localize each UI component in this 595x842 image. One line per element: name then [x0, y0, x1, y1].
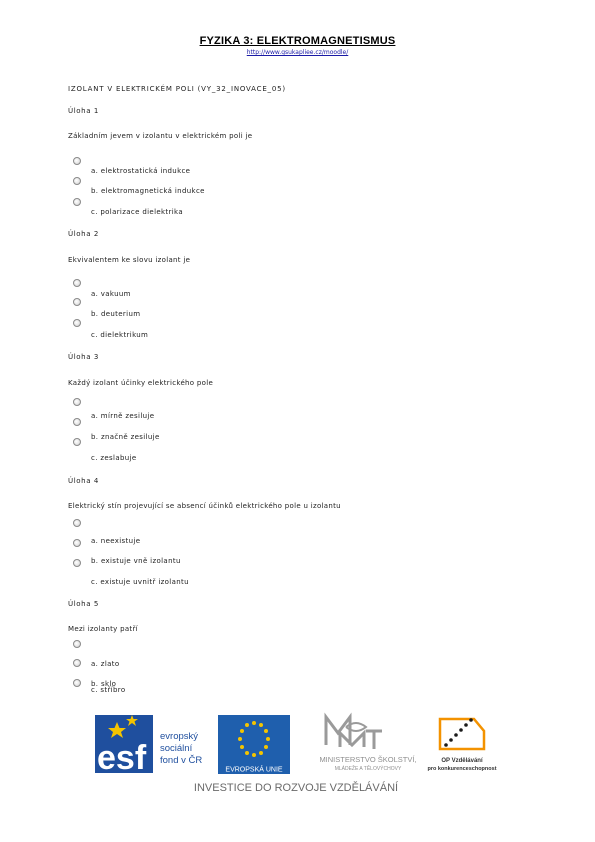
funding-slogan: INVESTICE DO ROZVOJE VZDĚLÁVÁNÍ [193, 782, 399, 794]
funding-logos [0, 705, 595, 815]
answer-radio[interactable] [73, 559, 81, 567]
answer-radio[interactable] [73, 298, 81, 306]
answer-option-label: c. dielektrikum [91, 331, 149, 339]
answer-option-label: a. vakuum [91, 290, 131, 298]
answer-radio[interactable] [73, 198, 81, 206]
answer-option-label: c. polarizace dielektrika [91, 208, 183, 216]
answer-option-label: a. elektrostatická indukce [91, 167, 191, 175]
answer-option-label: c. existuje uvnitř izolantu [91, 578, 189, 586]
answer-option-label: b. existuje vně izolantu [91, 557, 181, 565]
esf-text-line1: evropský [160, 731, 199, 742]
msmt-text-line1: MINISTERSTVO ŠKOLSTVÍ, [319, 755, 417, 764]
answer-option-label: a. zlato [91, 660, 120, 668]
answer-radio[interactable] [73, 659, 81, 667]
msmt-logo [319, 717, 416, 772]
answer-radio[interactable] [73, 640, 81, 648]
answer-option-label: a. neexistuje [91, 537, 141, 545]
question-text: Ekvivalentem ke slovu izolant je [68, 256, 191, 264]
answer-radio[interactable] [73, 519, 81, 527]
answer-option-label: b. značně zesiluje [91, 433, 160, 441]
answer-radio[interactable] [73, 398, 81, 406]
op-logo [427, 718, 496, 772]
question-heading: Úloha 4 [68, 477, 99, 485]
document-title: FYZIKA 3: ELEKTROMAGNETISMUS [199, 35, 396, 47]
eu-label: EVROPSKÁ UNIE [225, 766, 283, 774]
question-heading: Úloha 2 [68, 230, 99, 238]
source-url-link[interactable]: http://www.gsukapliee.cz/moodle/ [246, 49, 349, 56]
question-heading: Úloha 5 [68, 600, 99, 608]
question-text: Elektrický stín projevující se absencí účinků elektrického pole u izolantu [68, 502, 341, 510]
question-text: Každý izolant účinky elektrického pole [68, 379, 214, 387]
question-heading: Úloha 3 [68, 353, 99, 361]
answer-option-label: b. sklo [91, 680, 117, 688]
msmt-text-line2: MLÁDEŽE A TĚLOVÝCHOVY [334, 766, 402, 772]
op-text-line1: OP Vzdělávání [441, 758, 483, 764]
esf-text-line3: fond v ČR [160, 755, 203, 766]
answer-option-label: c. zeslabuje [91, 454, 137, 462]
quiz-title: IZOLANT V ELEKTRICKÉM POLI (VY_32_INOVACE_05) [68, 85, 286, 93]
op-text-line2: pro konkurenceschopnost [427, 766, 497, 772]
answer-radio[interactable] [73, 157, 81, 165]
answer-option-label: b. elektromagnetická indukce [91, 187, 205, 195]
question-heading: Úloha 1 [68, 107, 99, 115]
esf-text-line2: sociální [160, 743, 193, 754]
eu-flag-logo [218, 715, 290, 774]
answer-radio[interactable] [73, 177, 81, 185]
answer-radio[interactable] [73, 279, 81, 287]
answer-radio[interactable] [73, 319, 81, 327]
answer-radio[interactable] [73, 438, 81, 446]
question-text: Mezi izolanty patří [68, 625, 138, 633]
esf-main-text: esf [97, 739, 147, 777]
answer-option-label: a. mírně zesiluje [91, 412, 155, 420]
answer-option-label: c. stříbro [91, 686, 126, 694]
esf-logo [95, 715, 202, 777]
question-text: Základním jevem v izolantu v elektrickém poli je [68, 132, 253, 140]
answer-radio[interactable] [73, 418, 81, 426]
answer-radio[interactable] [73, 679, 81, 687]
answer-option-label: b. deuterium [91, 310, 141, 318]
answer-radio[interactable] [73, 539, 81, 547]
